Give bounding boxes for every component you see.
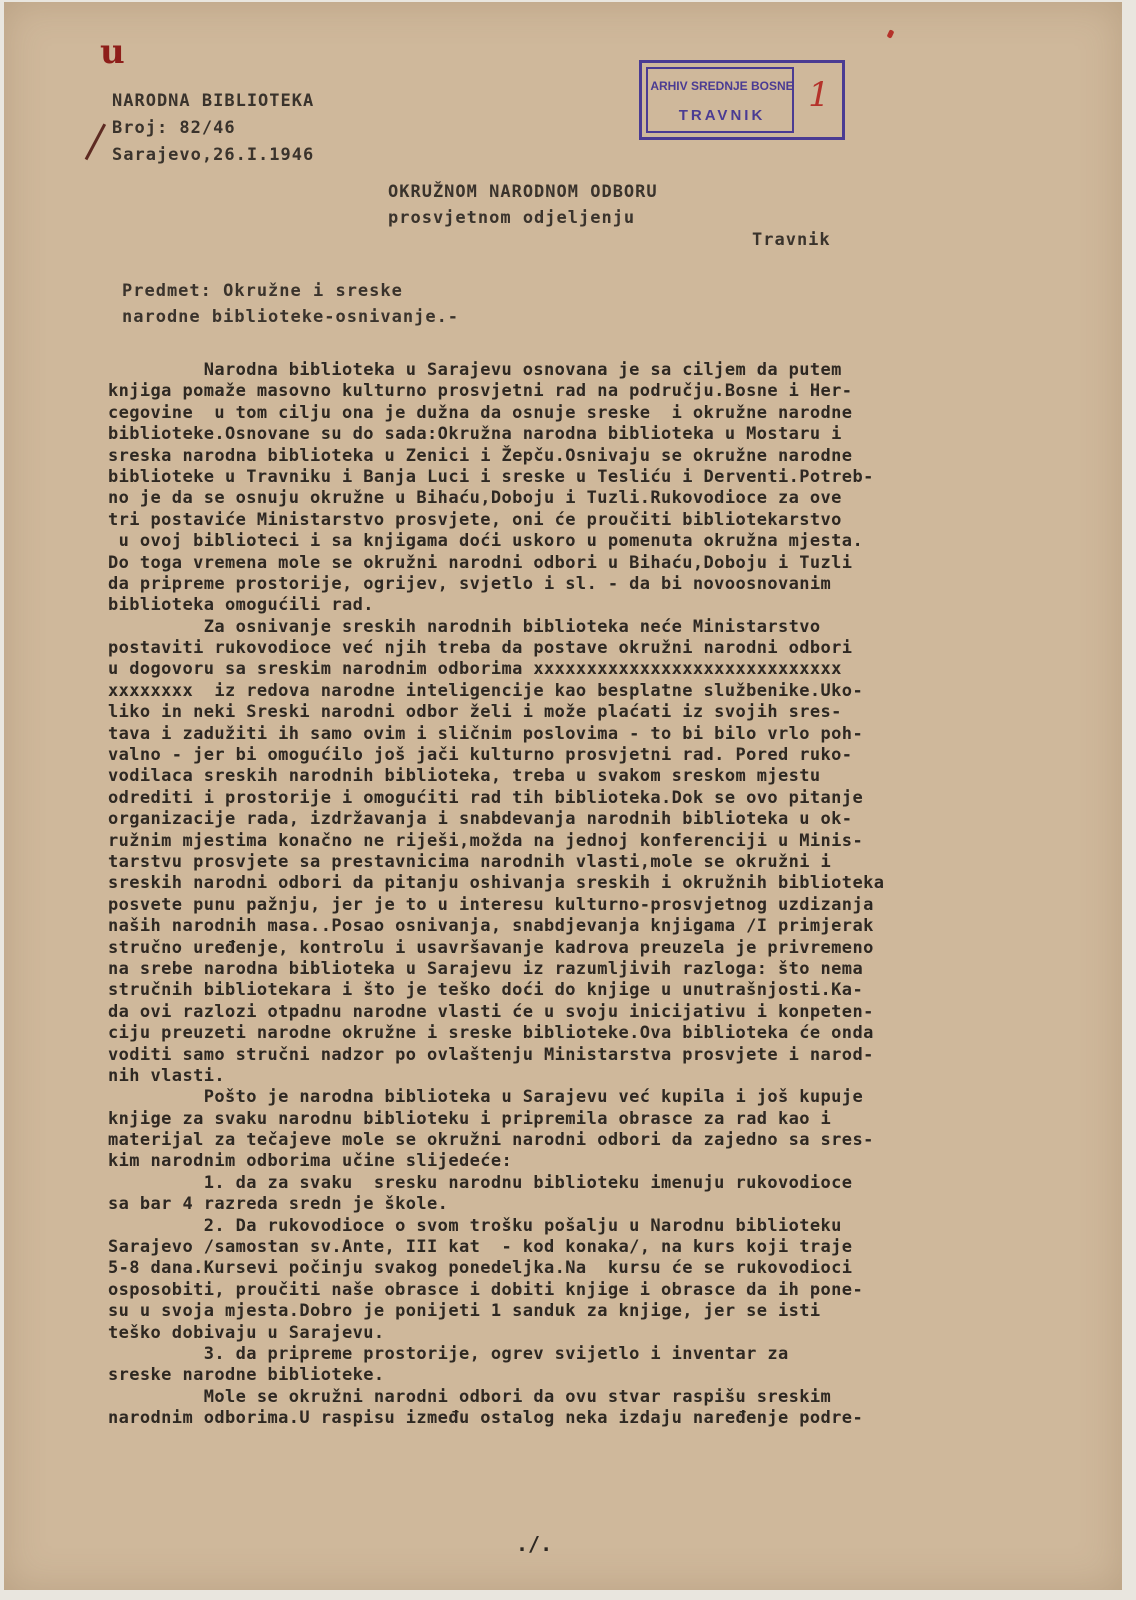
body-line: knjiga pomaže masovno kulturno prosvjetni rad na području.Bosne i Her- bbox=[108, 381, 853, 402]
body-line: na srebe narodna biblioteka u Sarajevu iz razumljivih razloga: što nema bbox=[108, 958, 864, 979]
handwritten-mark: u bbox=[100, 32, 125, 72]
body-line: odrediti i prostorije i omogućiti rad tih biblioteka.Dok se ovo pitanje bbox=[108, 787, 864, 808]
body-line: Mole se okružni narodni odbori da ovu stvar raspišu sreskim bbox=[108, 1386, 832, 1407]
body-line: biblioteke u Travniku i Banja Luci i sreske u Tesliću i Derventi.Potreb- bbox=[108, 466, 874, 487]
body-line: posvete punu pažnju, jer je to u interesu kulturno-prosvjetnog uzdizanja bbox=[108, 894, 874, 915]
body-line: sreske narodne biblioteke. bbox=[108, 1365, 385, 1386]
body-line: liko in neki Sreski narodni odbor želi i može plaćati iz svojih sres- bbox=[108, 702, 842, 723]
institution-name: NARODNA BIBLIOTEKA bbox=[112, 91, 315, 111]
document-number: Broj: 82/46 bbox=[112, 118, 236, 138]
body-line: 2. Da rukovodioce o svom trošku pošalju u Narodnu biblioteku bbox=[108, 1215, 842, 1236]
red-dot-mark bbox=[887, 29, 895, 38]
body-line: Sarajevo /samostan sv.Ante, III kat - kod konaka/, na kurs koji traje bbox=[108, 1237, 853, 1258]
body-line: tri postaviće Ministarstvo prosvjete, oni će proučiti bibliotekarstvo bbox=[108, 509, 842, 530]
body-line: su u svoja mjesta.Dobro je ponijeti 1 sanduk za knjige, jer se isti bbox=[108, 1301, 821, 1322]
body-line: no je da se osnuju okružne u Bihaću,Doboju i Tuzli.Rukovodioce za ove bbox=[108, 488, 842, 509]
body-line: 3. da pripreme prostorije, ogrev svijetlo i inventar za bbox=[108, 1343, 789, 1364]
body-line: valno - jer bi omogućilo još jači kulturno prosvjetni rad. Pored ruko- bbox=[108, 745, 853, 766]
body-line: tava i zadužiti ih samo ovim i sličnim poslovima - to bi bilo vrlo poh- bbox=[108, 723, 864, 744]
body-line: da ovi razlozi otpadnu narodne vlasti će u svoju inicijativu i konpeten- bbox=[108, 1001, 874, 1022]
body-line: sreskih narodni odbori da pitanju oshivanja sreskih i okružnih biblioteka bbox=[108, 873, 885, 894]
body-line: vodilaca sreskih narodnih biblioteka, treba u svakom sreskom mjestu bbox=[108, 766, 821, 787]
body-line: voditi samo stručni nadzor po ovlaštenju Ministarstva prosvjete i narod- bbox=[108, 1044, 874, 1065]
page-continuation-mark: ./. bbox=[516, 1532, 553, 1556]
body-line: u ovoj biblioteci i sa knjigama doći uskoro u pomenuta okružna mjesta. bbox=[108, 531, 864, 552]
pen-stroke-mark bbox=[85, 123, 106, 160]
body-line: ružnim mjestima konačno ne riješi,možda na jednoj konferenciji u Minis- bbox=[108, 830, 864, 851]
body-line: postaviti rukovodioce već njih treba da postave okružni narodni odbori bbox=[108, 638, 853, 659]
archive-stamp bbox=[639, 60, 845, 140]
letter-body bbox=[108, 360, 1108, 1430]
body-line: stručno uređenje, kontrolu i usavršavanje kadrova preuzela je privremeno bbox=[108, 937, 874, 958]
stamp-number: 1 bbox=[808, 75, 830, 115]
body-line: 5-8 dana.Kursevi počinju svakog ponedeljka.Na kursu će se rukovodioci bbox=[108, 1258, 853, 1279]
body-line: xxxxxxxx iz redova narodne inteligencije kao besplatne službenike.Uko- bbox=[108, 680, 864, 701]
body-line: 1. da za svaku sresku narodnu biblioteku imenuju rukovodioce bbox=[108, 1172, 853, 1193]
body-line: knjige za svaku narodnu biblioteku i pripremila obrasce za rad kao i bbox=[108, 1108, 832, 1129]
subject-line-1: Predmet: Okružne i sreske bbox=[122, 281, 403, 301]
document-page bbox=[4, 2, 1122, 1590]
recipient-line-2: prosvjetnom odjeljenju bbox=[388, 208, 636, 228]
subject-line-2: narodne biblioteke-osnivanje.- bbox=[122, 307, 460, 327]
stamp-line-1: ARHIV SREDNJE BOSNE bbox=[650, 79, 794, 93]
body-line: nih vlasti. bbox=[108, 1065, 225, 1086]
body-line: ciju preuzeti narodne okružne i sreske biblioteke.Ova biblioteka će onda bbox=[108, 1023, 874, 1044]
body-line: osposobiti, proučiti naše obrasce i dobiti knjige i obrasce da ih pone- bbox=[108, 1279, 864, 1300]
body-line: sa bar 4 razreda sredn je škole. bbox=[108, 1194, 449, 1215]
body-line: cegovine u tom cilju ona je dužna da osnuje sreske i okružne narodne bbox=[108, 402, 853, 423]
body-line: tarstvu prosvjete sa prestavnicima narodnih vlasti,mole se okružni i bbox=[108, 851, 832, 872]
body-line: Pošto je narodna biblioteka u Sarajevu već kupila i još kupuje bbox=[108, 1087, 864, 1108]
body-line: Do toga vremena mole se okružni narodni odbori u Bihaću,Doboju i Tuzli bbox=[108, 552, 853, 573]
body-line: biblioteke.Osnovane su do sada:Okružna narodna biblioteka u Mostaru i bbox=[108, 424, 842, 445]
stamp-inner-box bbox=[646, 67, 794, 133]
stamp-line-2: TRAVNIK bbox=[678, 107, 766, 124]
recipient-city: Travnik bbox=[752, 230, 831, 250]
body-line: kim narodnim odborima učine slijedeće: bbox=[108, 1151, 513, 1172]
letterhead bbox=[112, 88, 314, 169]
body-line: naših narodnih masa..Posao osnivanja, snabdjevanja knjigama /I primjerak bbox=[108, 916, 874, 937]
body-line: Narodna biblioteka u Sarajevu osnovana je sa ciljem da putem bbox=[108, 360, 842, 380]
body-line: u dogovoru sa sreskim narodnim odborima xxxxxxxxxxxxxxxxxxxxxxxxxxxxx bbox=[108, 659, 842, 680]
body-line: da pripreme prostorije, ogrijev, svjetlo i sl. - da bi novoosnovanim bbox=[108, 573, 832, 594]
body-line: narodnim odborima.U raspisu između ostalog neka izdaju naređenje podre- bbox=[108, 1408, 864, 1429]
body-line: biblioteka omogućili rad. bbox=[108, 595, 374, 616]
place-date: Sarajevo,26.I.1946 bbox=[112, 145, 315, 165]
body-line: Za osnivanje sreskih narodnih biblioteka neće Ministarstvo bbox=[108, 616, 821, 637]
body-line: sreska narodna biblioteka u Zenici i Žepču.Osnivaju se okružne narodne bbox=[108, 445, 853, 466]
body-line: materijal za tečajeve mole se okružni narodni odbori da zajedno sa sres- bbox=[108, 1130, 874, 1151]
recipient-line-1: OKRUŽNOM NARODNOM ODBORU bbox=[388, 182, 658, 202]
body-line: teško dobivaju u Sarajevu. bbox=[108, 1322, 385, 1343]
body-line: organizacije rada, izdržavanja i snabdevanja narodnih biblioteka u ok- bbox=[108, 809, 853, 830]
subject-block bbox=[122, 278, 459, 330]
body-line: stručnih bibliotekara i što je teško doći do knjige u unutrašnjosti.Ka- bbox=[108, 980, 864, 1001]
